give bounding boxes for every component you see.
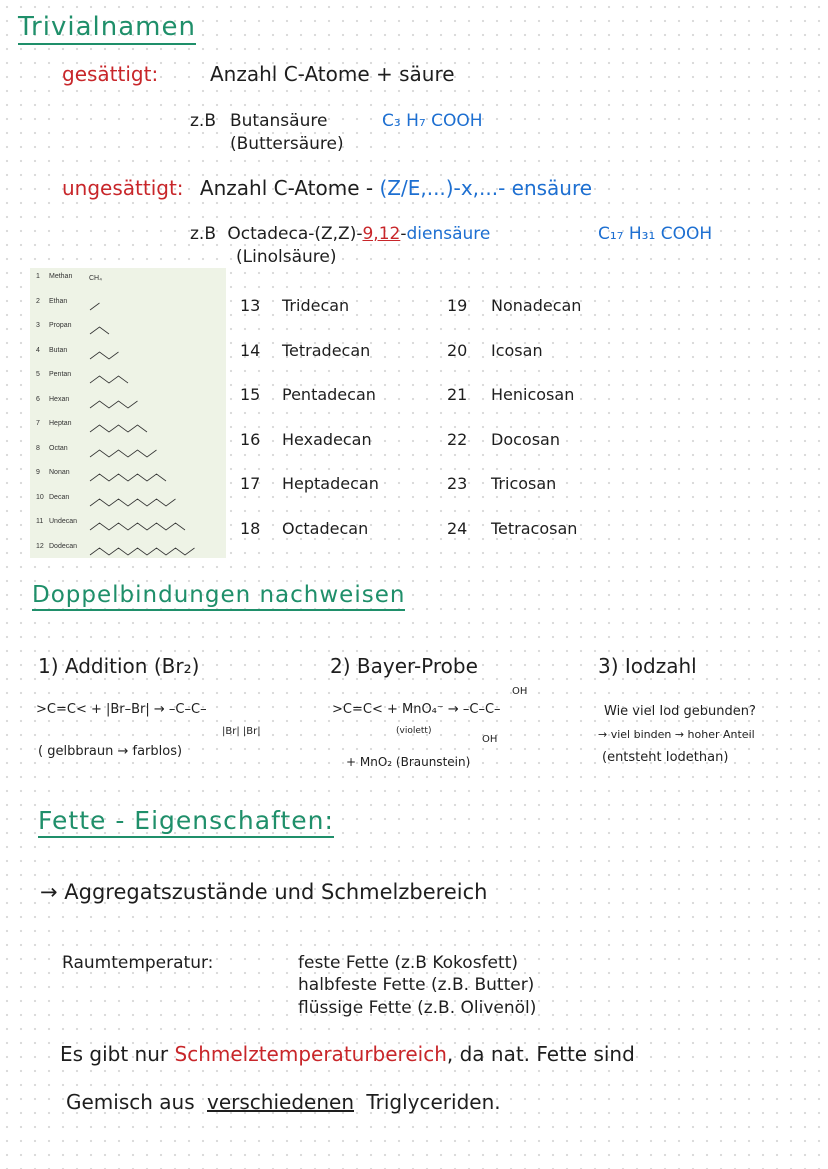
skeletal-formula (88, 538, 218, 560)
alkane-table-row (30, 440, 226, 464)
method3-line3: (entsteht Iodethan) (602, 750, 729, 765)
alkane-number: 6 (36, 395, 40, 403)
method3-line2: → viel binden → hoher Anteil (598, 728, 755, 741)
method1-note: ( gelbbraun → farblos) (38, 744, 183, 759)
example2-formula: C₁₇ H₃₁ COOH (598, 224, 713, 244)
skeletal-formula (88, 268, 218, 290)
alkane-name: Methan (49, 273, 73, 280)
right-alkane-name: Nonadecan (491, 296, 582, 315)
zigzag-chain (90, 352, 119, 359)
example2-prefix: z.B (190, 224, 216, 244)
left-alkane-name: Heptadecan (282, 474, 379, 493)
example2-name-positions: 9,12 (362, 224, 401, 244)
alkane-number: 7 (36, 420, 40, 427)
alkane-number: 8 (36, 444, 40, 452)
alkane-table-row (30, 366, 226, 390)
methane-formula: CH₄ (89, 275, 102, 282)
sentence1-highlight: Schmelztemperaturbereich (174, 1042, 447, 1066)
alkane-name: Pentan (49, 371, 72, 378)
skeletal-formula (88, 415, 218, 437)
example2-name-dash: - (400, 224, 407, 244)
skeletal-formula (88, 342, 218, 364)
sentence2-middle: verschiedenen (207, 1090, 354, 1114)
skeletal-formula (88, 293, 218, 315)
alkane-name: Hexan (49, 395, 70, 403)
alkane-table-row (30, 513, 226, 537)
sentence1-start: Es gibt nur (60, 1042, 169, 1066)
section-heading-doppelbindungen: Doppelbindungen nachweisen (32, 582, 405, 608)
alkane-number: 11 (36, 518, 44, 525)
right-alkane-number: 22 (447, 429, 468, 449)
sentence2-start: Gemisch aus (66, 1090, 195, 1114)
skeletal-formula (88, 464, 218, 486)
right-alkane-number: 20 (447, 340, 468, 360)
alkane-table-row (30, 342, 226, 366)
fats-sentence-1 (60, 1042, 635, 1066)
section-heading-fette: Fette - Eigenschaften: (38, 806, 334, 835)
alkane-number: 10 (36, 493, 44, 501)
alkane-name: Propan (49, 322, 72, 329)
room-temperature-label: Raumtemperatur: (62, 953, 214, 973)
method3-line1: Wie viel Iod gebunden? (604, 704, 756, 719)
example1-trivial-name: (Buttersäure) (230, 134, 344, 154)
alkane-table-row (30, 268, 226, 292)
alkane-name: Octan (49, 444, 68, 452)
method1-reaction: >C=C< + |Br–Br| → –C–C– (36, 702, 207, 717)
alkane-name: Butan (49, 346, 68, 354)
right-alkane-name: Icosan (491, 340, 543, 360)
zigzag-chain (90, 376, 128, 383)
alkane-name: Dodecan (49, 542, 78, 550)
alkane-table-row (30, 293, 226, 317)
alkane-table-row (30, 489, 226, 513)
alkane-number: 1 (36, 273, 40, 280)
alkane-table-row (30, 391, 226, 415)
right-alkane-number: 24 (447, 518, 468, 538)
method1-title: 1) Addition (Br₂) (38, 654, 200, 678)
alkane-name: Nonan (49, 469, 70, 476)
zigzag-chain (90, 450, 157, 457)
zigzag-chain (90, 499, 176, 506)
left-alkane-name: Hexadecan (282, 429, 372, 449)
alkane-table-row (30, 317, 226, 341)
skeletal-formula (88, 513, 218, 535)
right-alkane-name: Docosan (491, 429, 560, 449)
method3-title: 3) Iodzahl (598, 654, 697, 678)
example2-name-a: Octadeca-(Z,Z)- (227, 224, 363, 244)
method2-oh-top: OH (512, 686, 528, 697)
zigzag-chain (90, 303, 100, 310)
alkane-name: Ethan (49, 297, 68, 305)
left-alkane-number: 14 (240, 340, 261, 360)
left-alkane-name: Tridecan (282, 296, 350, 315)
example1-prefix: z.B (190, 111, 216, 131)
right-alkane-name: Tetracosan (491, 518, 578, 538)
skeletal-formula (88, 391, 218, 413)
fat-state-liquid: flüssige Fette (z.B. Olivenöl) (298, 998, 537, 1018)
method2-oh-bottom: OH (482, 734, 498, 745)
alkane-number: 3 (36, 322, 40, 329)
zigzag-chain (90, 425, 147, 432)
fat-state-semisolid: halbfeste Fette (z.B. Butter) (298, 975, 535, 995)
alkane-table (30, 268, 226, 558)
alkane-number: 12 (36, 542, 44, 550)
skeletal-formula (88, 317, 218, 339)
fat-state-solid: feste Fette (z.B Kokosfett) (298, 953, 518, 973)
alkane-table-row (30, 415, 226, 439)
alkane-name: Decan (49, 493, 70, 501)
right-alkane-name: Henicosan (491, 385, 575, 404)
sentence1-end: , da nat. Fette sind (446, 1042, 635, 1066)
zigzag-chain (90, 327, 109, 334)
left-alkane-name: Octadecan (282, 518, 369, 538)
method1-products: |Br| |Br| (222, 726, 261, 737)
zigzag-chain (90, 548, 195, 555)
alkane-number: 2 (36, 297, 40, 305)
example2-line (190, 224, 490, 244)
alkane-name: Undecan (49, 518, 78, 525)
left-alkane-number: 18 (240, 518, 261, 538)
left-alkane-name: Tetradecan (282, 340, 371, 360)
alkane-table-row (30, 464, 226, 488)
alkane-name: Heptan (49, 420, 72, 427)
left-alkane-number: 13 (240, 296, 261, 315)
right-alkane-number: 19 (447, 296, 468, 315)
left-alkane-number: 15 (240, 385, 261, 404)
sentence2-end: Triglyceriden. (366, 1090, 501, 1114)
skeletal-formula (88, 366, 218, 388)
method2-reaction: >C=C< + MnO₄⁻ → –C–C– (332, 702, 501, 717)
saturated-rule: Anzahl C-Atome + säure (210, 62, 455, 86)
left-alkane-name: Pentadecan (282, 385, 376, 404)
right-alkane-name: Tricosan (491, 474, 557, 493)
unsaturated-line (62, 176, 592, 200)
example1-name: Butansäure (230, 111, 328, 131)
unsaturated-label: ungesättigt: (62, 176, 184, 200)
alkane-table-row (30, 538, 226, 562)
left-alkane-number: 16 (240, 429, 261, 449)
example2-trivial-name: (Linolsäure) (236, 247, 337, 267)
skeletal-formula (88, 489, 218, 511)
left-alkane-number: 17 (240, 474, 261, 493)
example2-name-suffix: diensäure (406, 224, 491, 244)
alkane-number: 4 (36, 346, 40, 354)
zigzag-chain (90, 401, 138, 408)
method2-title: 2) Bayer-Probe (330, 654, 478, 678)
unsaturated-rule-config: (Z/E,...)-x,...- ensäure (379, 176, 593, 200)
right-alkane-number: 21 (447, 385, 468, 404)
fats-point: → Aggregatszustände und Schmelzbereich (40, 880, 488, 904)
section-heading-trivialnamen: Trivialnamen (18, 12, 196, 42)
alkane-number: 5 (36, 371, 40, 378)
right-alkane-number: 23 (447, 474, 468, 493)
alkane-number: 9 (36, 469, 40, 476)
method2-note: + MnO₂ (Braunstein) (346, 755, 471, 769)
saturated-label: gesättigt: (62, 62, 159, 86)
zigzag-chain (90, 523, 185, 530)
method2-violet-note: (violett) (396, 726, 432, 736)
fats-sentence-2 (66, 1090, 501, 1114)
skeletal-formula (88, 440, 218, 462)
zigzag-chain (90, 474, 166, 481)
example1-formula: C₃ H₇ COOH (382, 111, 483, 131)
unsaturated-rule-start: Anzahl C-Atome - (199, 176, 374, 200)
